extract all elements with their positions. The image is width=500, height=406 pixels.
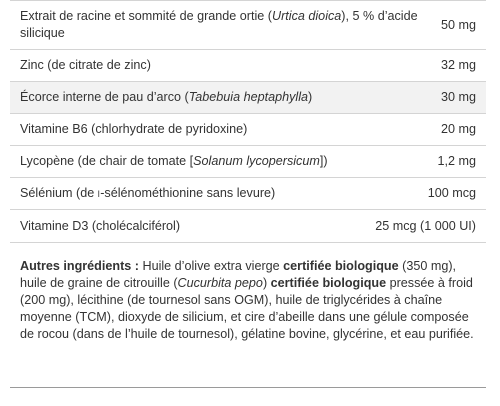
ingredient-name: Zinc (de citrate de zinc) [20, 58, 151, 72]
other-ingredients-text: Autres ingrédients : Huile d’olive extra vierge certifiée biologique (350 mg), huile de graine de citrouille (Cucurbita pepo) certifiée biologique pressée à froid (200 mg), lécithine (de tournesol sans OGM), huile de triglycérides à chaîne moyenne (TCM), dioxyde de silicium, et cire d’abeille dans une gélule composée de rocou (dans de l’huile de tournesol), gélatine bovine, glycérine, et eau purifiée. [20, 259, 474, 341]
ingredient-name: Vitamine D3 (cholécalciférol) [20, 218, 181, 233]
ingredient-amount: 1,2 mg [437, 154, 476, 168]
ingredient-amount: 32 mg [440, 58, 476, 72]
ingredient-amount: 100 mcg [427, 186, 476, 200]
ingredient-amount: 30 mg [440, 90, 476, 104]
ingredient-amount: 20 mg [440, 122, 476, 136]
ingredient-name: Lycopène (de chair de tomate [Solanum lycopersicum]) [20, 154, 328, 168]
table-row [10, 178, 486, 210]
ingredient-name: Écorce interne de pau d’arco (Tabebuia heptaphylla) [20, 90, 313, 104]
bottom-divider [10, 387, 486, 388]
table-row [10, 114, 486, 146]
ingredient-amount: 50 mg [440, 17, 476, 32]
ingredient-amount: 25 mcg (1 000 UI) [375, 218, 476, 233]
other-ingredients-label: Autres ingrédients : [20, 259, 139, 273]
table-row [10, 50, 486, 82]
ingredient-name: Extrait de racine et sommité de grande ortie (Urtica dioica), 5 % d’acide silicique [20, 9, 418, 40]
ingredient-name: Sélénium (de l-sélénométhionine sans levure) [20, 185, 276, 200]
ingredients-table [10, 0, 486, 243]
table-row [10, 210, 486, 243]
ingredient-name: Vitamine B6 (chlorhydrate de pyridoxine) [20, 122, 248, 136]
table-row [10, 1, 486, 50]
table-row [10, 146, 486, 178]
table-row [10, 82, 486, 114]
